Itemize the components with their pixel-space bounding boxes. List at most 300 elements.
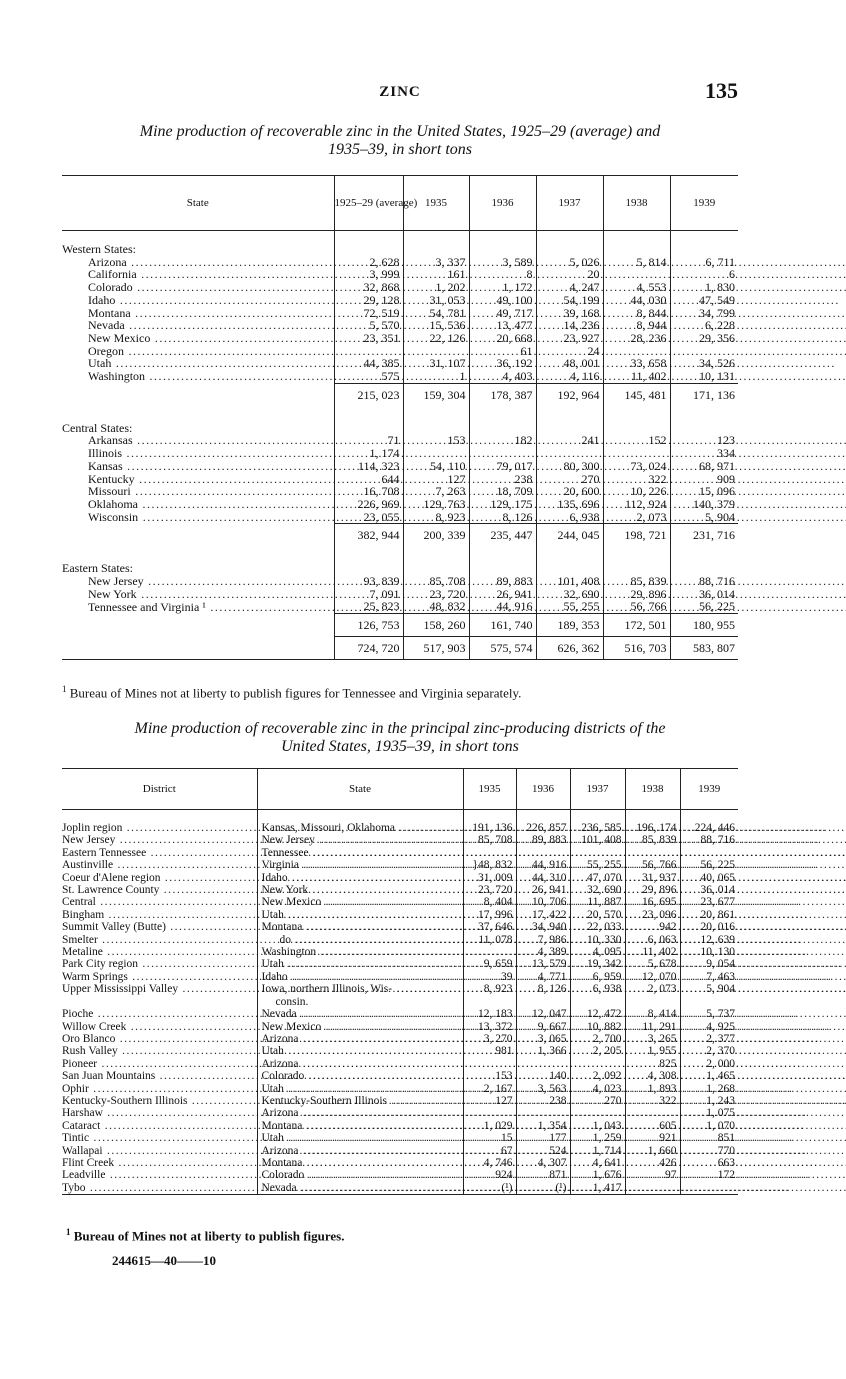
value-cell: 56, 225 [670, 600, 738, 613]
district-name: Summit Valley (Butte) ..... [62, 921, 846, 933]
value-cell: 4, 925 [680, 1021, 738, 1033]
value-cell: 4, 771 [516, 971, 570, 983]
subtotal-cell: 171, 136 [670, 383, 738, 406]
value-cell: 54, 199 [536, 294, 603, 307]
value-cell: 942 [625, 921, 680, 933]
table-row [62, 1107, 738, 1119]
value-cell: 31, 009 [463, 872, 516, 884]
table-row [62, 1058, 738, 1070]
state-name: New Mexico ..... [88, 331, 846, 345]
district-cell [62, 1157, 257, 1169]
state-name: New York ..... [262, 884, 846, 896]
state-cell [257, 859, 463, 871]
value-cell: 2, 167 [463, 1083, 516, 1095]
value-cell: 11, 402 [625, 946, 680, 958]
table-row [62, 1132, 738, 1144]
value-cell: 20, 570 [570, 909, 625, 921]
state-name: Oregon ..... [88, 344, 846, 358]
value-cell: 127 [403, 473, 469, 486]
district-name: Harshaw ..... [62, 1107, 807, 1119]
value-cell: 24 [536, 345, 603, 358]
value-cell: 39 [463, 971, 516, 983]
value-cell: 921 [625, 1132, 680, 1144]
table-row [62, 1182, 738, 1195]
value-cell: 6, 063 [625, 934, 680, 946]
subtotal-cell: 161, 740 [469, 614, 536, 637]
value-cell: 2, 370 [680, 1045, 738, 1057]
state-name: Nevada ..... [262, 1182, 846, 1194]
value-cell: 23, 720 [463, 884, 516, 896]
district-name: Ophir ..... [62, 1083, 793, 1095]
value-cell: 1, 714 [570, 1145, 625, 1157]
district-name: Smelter ..... [62, 934, 802, 946]
value-cell: 10, 130 [680, 946, 738, 958]
value-cell: 48, 001 [536, 357, 603, 370]
value-cell: 426 [625, 1157, 680, 1169]
value-cell: 31, 107 [403, 357, 469, 370]
value-cell: 8, 944 [603, 319, 670, 332]
value-cell: 8, 414 [625, 1008, 680, 1020]
value-cell: 153 [403, 434, 469, 447]
table1-caption-line1: Mine production of recoverable zinc in the United States, 1925–29 (average) and [139, 123, 661, 140]
table2-column-header: 1937 [570, 769, 625, 810]
district-name: Wallapai ..... [62, 1145, 807, 1157]
state-cell [257, 1145, 463, 1157]
table2-caption-line1: Mine production of recoverable zinc in the principal zinc-producing districts of the [134, 720, 666, 737]
state-cell [257, 822, 463, 834]
value-cell: 1, 070 [680, 1120, 738, 1132]
spacer-cell [62, 546, 334, 562]
district-name: New Jersey ..... [62, 834, 820, 846]
district-name: Leadville ..... [62, 1169, 810, 1181]
district-cell [62, 1033, 257, 1045]
district-cell [62, 822, 257, 834]
subtotal-cell: 231, 716 [670, 524, 738, 547]
value-cell: 871 [516, 1169, 570, 1181]
district-cell [62, 1132, 257, 1144]
value-cell: 1, 202 [403, 281, 469, 294]
value-cell: 54, 110 [403, 460, 469, 473]
table2-column-header: 1935 [463, 769, 516, 810]
value-cell: 1, 676 [570, 1169, 625, 1181]
value-cell: 26, 941 [516, 884, 570, 896]
value-cell: 1, 243 [680, 1095, 738, 1107]
table1-caption-line2: 1935–39, in short tons [327, 141, 472, 158]
value-cell: 23, 927 [536, 332, 603, 345]
value-cell: 3, 999 [334, 268, 403, 281]
value-cell: 47, 549 [670, 294, 738, 307]
value-cell: 28, 236 [603, 332, 670, 345]
district-cell [62, 1145, 257, 1157]
value-cell: 1, 660 [625, 1145, 680, 1157]
value-cell: 10, 226 [603, 485, 670, 498]
subtotal-cell: 192, 964 [536, 383, 603, 406]
state-cell [257, 1021, 463, 1033]
spacer-cell [334, 406, 403, 422]
table-row [62, 1021, 738, 1033]
state-name: Kansas ..... [88, 459, 846, 473]
district-name: Rush Valley ..... [62, 1045, 822, 1057]
running-head [62, 78, 738, 108]
state-cell [257, 909, 463, 921]
value-cell: 851 [680, 1132, 738, 1144]
district-cell [62, 971, 257, 983]
value-cell: 36, 192 [469, 357, 536, 370]
value-cell: 7, 463 [680, 971, 738, 983]
value-cell: 25, 823 [334, 600, 403, 613]
state-name: Montana ..... [262, 1120, 846, 1132]
value-cell: 33, 658 [603, 357, 670, 370]
state-name: New Mexico ..... [262, 1021, 846, 1033]
value-cell: 4, 023 [570, 1083, 625, 1095]
value-cell: 32, 690 [570, 884, 625, 896]
value-cell: 23, 677 [680, 896, 738, 908]
value-cell [570, 996, 625, 1008]
state-name: Missouri ..... [88, 484, 846, 498]
value-cell [680, 996, 738, 1008]
state-name: Idaho ..... [88, 293, 840, 307]
table-row [62, 847, 738, 859]
state-cell [62, 498, 334, 511]
value-cell: 73, 024 [603, 460, 670, 473]
value-cell: 1, 955 [625, 1045, 680, 1057]
value-cell: 23, 055 [334, 511, 403, 524]
table-row [62, 822, 738, 834]
spacer-cell [536, 231, 603, 244]
grand-total-cell: 575, 574 [469, 637, 536, 660]
value-cell: 5, 814 [603, 256, 670, 269]
state-cell [257, 1045, 463, 1057]
state-cell [257, 996, 463, 1008]
value-cell: 56, 766 [603, 600, 670, 613]
district-name: Park City region ..... [62, 958, 842, 970]
table2-footnote-text: Bureau of Mines not at liberty to publish figures. [73, 1228, 345, 1244]
state-cell [257, 1132, 463, 1144]
value-cell: 112, 924 [603, 498, 670, 511]
value-cell: 23, 720 [403, 588, 469, 601]
value-cell: 101, 408 [536, 575, 603, 588]
value-cell: 47, 070 [570, 872, 625, 884]
empty-cell [334, 243, 403, 256]
state-cell [257, 1008, 463, 1020]
value-cell: 5, 904 [680, 983, 738, 995]
value-cell: 22, 033 [570, 921, 625, 933]
value-cell: 20, 668 [469, 332, 536, 345]
value-cell: 1, 268 [680, 1083, 738, 1095]
value-cell: 40, 065 [680, 872, 738, 884]
spacer-cell [625, 810, 680, 823]
state-name: Wisconsin ..... [88, 510, 846, 524]
value-cell: 4, 095 [570, 946, 625, 958]
table-row [62, 588, 738, 601]
value-cell: 72, 519 [334, 307, 403, 320]
subtotal-cell: 215, 023 [334, 383, 403, 406]
value-cell: 71 [334, 434, 403, 447]
table-row [62, 1008, 738, 1020]
table1-column-header: 1937 [536, 176, 603, 231]
state-name: Arizona ..... [262, 1107, 846, 1119]
value-cell: 11, 078 [463, 934, 516, 946]
grand-total-cell: 516, 703 [603, 637, 670, 660]
group-heading: Eastern States: [62, 561, 133, 576]
state-cell [257, 971, 463, 983]
value-cell: 5, 570 [334, 319, 403, 332]
value-cell: 322 [625, 1095, 680, 1107]
value-cell: 3, 065 [516, 1033, 570, 1045]
value-cell: 1, 259 [570, 1132, 625, 1144]
table-row [62, 971, 738, 983]
value-cell: 226, 969 [334, 498, 403, 511]
value-cell: 93, 839 [334, 575, 403, 588]
district-cell [62, 1008, 257, 1020]
value-cell: 770 [680, 1145, 738, 1157]
district-cell [62, 909, 257, 921]
value-cell: 6 [670, 268, 738, 281]
state-name: Nevada ..... [88, 318, 846, 332]
value-cell: 825 [625, 1058, 680, 1070]
value-cell: 241 [536, 434, 603, 447]
state-name: Nevada ..... [262, 1008, 846, 1020]
table1-footnote [62, 684, 521, 701]
state-name: consin. [275, 995, 309, 1008]
group-heading-row [62, 243, 738, 256]
value-cell: 10, 706 [516, 896, 570, 908]
value-cell: 49, 717 [469, 307, 536, 320]
state-name: Montana ..... [88, 306, 846, 320]
value-cell: 4, 308 [625, 1070, 680, 1082]
empty-cell [403, 243, 469, 256]
district-name: Tybo ..... [62, 1182, 790, 1194]
value-cell: 44, 385 [334, 357, 403, 370]
spacer-cell [570, 810, 625, 823]
state-name: Kentucky ..... [88, 472, 846, 486]
value-cell: 1, 417 [570, 1182, 625, 1195]
value-cell: 5, 737 [680, 1008, 738, 1020]
value-cell: 88, 716 [670, 575, 738, 588]
value-cell: 196, 174 [625, 822, 680, 834]
value-cell: 129, 763 [403, 498, 469, 511]
value-cell: 80, 300 [536, 460, 603, 473]
table-row [62, 460, 738, 473]
table-row [62, 872, 738, 884]
district-cell [62, 896, 257, 908]
value-cell: (¹) [463, 1182, 516, 1195]
value-cell: 1, 043 [570, 1120, 625, 1132]
state-cell [257, 1095, 463, 1107]
value-cell: 9, 054 [680, 958, 738, 970]
district-cell [62, 834, 257, 846]
value-cell: 36, 014 [670, 588, 738, 601]
state-cell [62, 281, 334, 294]
state-cell [62, 294, 334, 307]
table1-caption [62, 123, 738, 159]
value-cell: 114, 323 [334, 460, 403, 473]
state-name: Washington ..... [262, 946, 846, 958]
district-cell [62, 946, 257, 958]
state-cell [257, 946, 463, 958]
value-cell: 5, 026 [536, 256, 603, 269]
value-cell: 85, 839 [625, 834, 680, 846]
value-cell: 152 [603, 434, 670, 447]
empty-cell [603, 243, 670, 256]
grand-total-label [62, 637, 334, 660]
state-cell [257, 1083, 463, 1095]
value-cell: 605 [625, 1120, 680, 1132]
district-name: Kentucky-Southern Illinois ..... [62, 1095, 846, 1107]
state-name: Utah ..... [262, 909, 846, 921]
subtotal-row [62, 524, 738, 547]
value-cell: 85, 708 [403, 575, 469, 588]
value-cell: 39, 168 [536, 307, 603, 320]
value-cell: 12, 639 [680, 934, 738, 946]
value-cell: 3, 265 [625, 1033, 680, 1045]
value-cell: 5, 904 [670, 511, 738, 524]
table2-footnote [66, 1227, 344, 1244]
value-cell: }48, 832 [463, 859, 516, 871]
table1-column-header: State [62, 176, 334, 231]
state-name: Colorado ..... [262, 1070, 846, 1082]
subtotal-cell: 200, 339 [403, 524, 469, 547]
state-cell [257, 834, 463, 846]
value-cell: 127 [463, 1095, 516, 1107]
table-row [62, 1083, 738, 1095]
district-cell [62, 996, 257, 1008]
value-cell: 36, 014 [680, 884, 738, 896]
value-cell: 44, 916 [469, 600, 536, 613]
value-cell: 1, 174 [334, 447, 403, 460]
table-row [62, 575, 738, 588]
table1-footnote-text: Bureau of Mines not at liberty to publish figures for Tennessee and Virginia separately. [69, 685, 522, 701]
value-cell [463, 996, 516, 1008]
table-row [62, 447, 738, 460]
value-cell: 524 [516, 1145, 570, 1157]
value-cell: 20, 600 [536, 485, 603, 498]
value-cell: 29, 896 [625, 884, 680, 896]
table-row [62, 934, 738, 946]
spacer-cell [536, 406, 603, 422]
value-cell: 29, 128 [334, 294, 403, 307]
spacer-cell [603, 231, 670, 244]
state-name: Washington ..... [88, 369, 846, 383]
value-cell: 4, 389 [516, 946, 570, 958]
value-cell: 79, 017 [469, 460, 536, 473]
value-cell: 191, 136 [463, 822, 516, 834]
spacer-cell [536, 546, 603, 562]
group-heading: Western States: [62, 242, 137, 256]
value-cell: 270 [570, 1095, 625, 1107]
value-cell: 22, 126 [403, 332, 469, 345]
state-name: Iowa, northern Illinois, Wis- ..... [262, 983, 846, 995]
value-cell: 31, 937 [625, 872, 680, 884]
district-cell [62, 1095, 257, 1107]
state-name: Tennessee and Virginia ¹ ..... [88, 600, 846, 614]
spacer-cell [469, 231, 536, 244]
table1-column-header: 1935 [403, 176, 469, 231]
district-name: Warm Springs ..... [62, 971, 832, 983]
value-cell: 55, 255 [570, 859, 625, 871]
value-cell: 54, 781 [403, 307, 469, 320]
value-cell: 56, 225 [680, 859, 738, 871]
subtotal-label [62, 614, 334, 637]
state-cell [257, 1169, 463, 1181]
spacer-cell [463, 810, 516, 823]
spacer-cell [469, 406, 536, 422]
value-cell: 8 [469, 268, 536, 281]
value-cell: 924 [463, 1169, 516, 1181]
value-cell: 6, 228 [670, 319, 738, 332]
table-row [62, 1045, 738, 1057]
value-cell: 1, 465 [680, 1070, 738, 1082]
state-cell [257, 1157, 463, 1169]
state-name: New Jersey ..... [88, 574, 846, 588]
table-row [62, 896, 738, 908]
value-cell: 1, 029 [463, 1120, 516, 1132]
value-cell: 224, 446 [680, 822, 738, 834]
district-name: Eastern Tennessee ..... [62, 847, 846, 859]
table-row [62, 958, 738, 970]
table1-column-header: 1925–29 (average) [334, 176, 403, 231]
value-cell: 32, 868 [334, 281, 403, 294]
state-name: Utah ..... [88, 356, 836, 370]
district-cell [62, 847, 257, 859]
state-name: New Mexico ..... [262, 896, 846, 908]
value-cell: 11, 291 [625, 1021, 680, 1033]
empty-cell [670, 243, 738, 256]
subtotal-row [62, 383, 738, 406]
value-cell: 11, 402 [603, 370, 670, 383]
value-cell: 97 [625, 1169, 680, 1181]
value-cell: 4, 403 [469, 370, 536, 383]
value-cell: 644 [334, 473, 403, 486]
value-cell: 12, 070 [625, 971, 680, 983]
district-cell [62, 983, 257, 995]
footnote-marker: 1 [62, 684, 67, 694]
value-cell: 238 [469, 473, 536, 486]
value-cell: 177 [516, 1132, 570, 1144]
value-cell: 31, 053 [403, 294, 469, 307]
state-cell [257, 1182, 463, 1195]
value-cell: 236, 585 [570, 822, 625, 834]
subtotal-cell: 244, 045 [536, 524, 603, 547]
state-name: New Jersey ..... [262, 834, 846, 846]
table-row [62, 1120, 738, 1132]
state-cell [62, 588, 334, 601]
table2-column-header: 1936 [516, 769, 570, 810]
value-cell: 8, 126 [469, 511, 536, 524]
state-cell [257, 896, 463, 908]
value-cell: 1 [403, 370, 469, 383]
value-cell: 17, 422 [516, 909, 570, 921]
value-cell: 85, 708 [463, 834, 516, 846]
value-cell: 101, 408 [570, 834, 625, 846]
subtotal-cell: 126, 753 [334, 614, 403, 637]
value-cell: 161 [403, 268, 469, 281]
table-row [62, 909, 738, 921]
value-cell: 3, 270 [463, 1033, 516, 1045]
value-cell: 238 [516, 1095, 570, 1107]
state-name: Kentucky-Southern Illinois ..... [262, 1095, 846, 1107]
district-cell [62, 1083, 257, 1095]
table-row [62, 1169, 738, 1181]
value-cell: 129, 175 [469, 498, 536, 511]
value-cell: 89, 883 [469, 575, 536, 588]
value-cell: 88, 716 [680, 834, 738, 846]
value-cell: 16, 708 [334, 485, 403, 498]
value-cell: 32, 690 [536, 588, 603, 601]
table-row [62, 921, 738, 933]
value-cell: 18, 709 [469, 485, 536, 498]
value-cell: 663 [680, 1157, 738, 1169]
